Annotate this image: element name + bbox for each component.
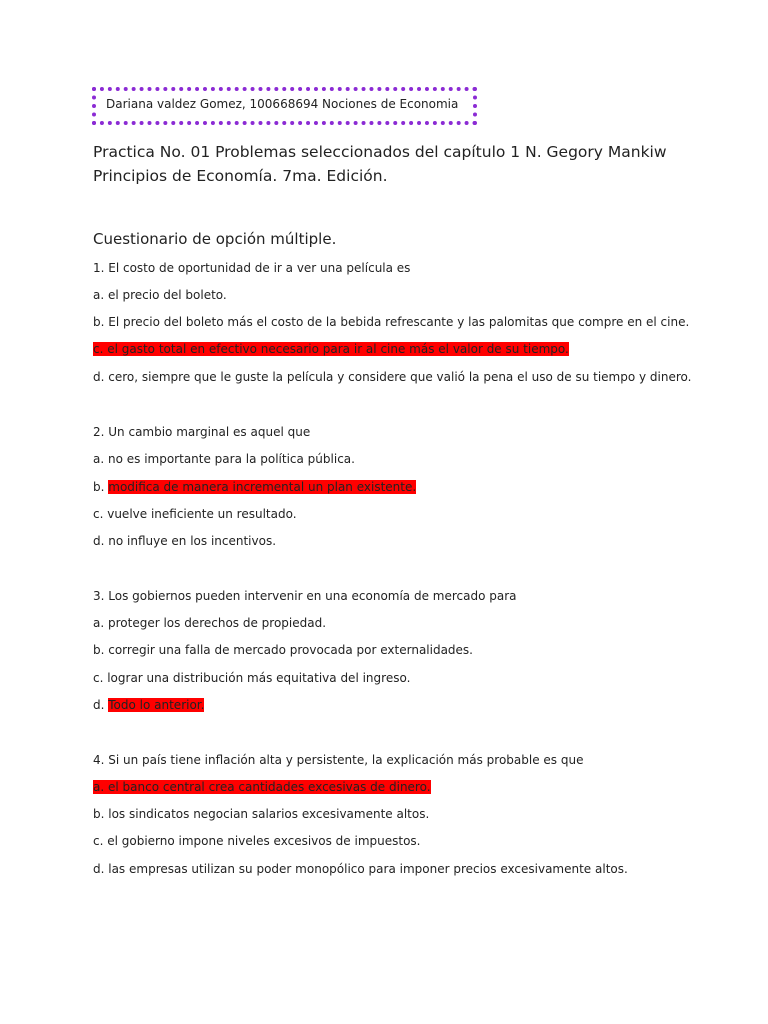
q1-option-a: a. el precio del boleto.: [93, 288, 227, 302]
question-4-prompt: 4. Si un país tiene inflación alta y persistente, la explicación más probable es que: [93, 753, 584, 767]
question-1-prompt: 1. El costo de oportunidad de ir a ver una película es: [93, 261, 411, 275]
section-heading: Cuestionario de opción múltiple.: [93, 230, 337, 248]
q2-option-c: c. vuelve ineficiente un resultado.: [93, 507, 297, 521]
q3-answer-highlight: Todo lo anterior.: [108, 698, 205, 712]
question-3-prompt: 3. Los gobiernos pueden intervenir en una economía de mercado para: [93, 589, 517, 603]
q4-option-d: d. las empresas utilizan su poder monopólico para imponer precios excesivamente altos.: [93, 862, 628, 876]
document-title: Practica No. 01 Problemas seleccionados del capítulo 1 N. Gegory Mankiw Principios de Economía. 7ma. Edición.: [93, 143, 667, 185]
q3-option-d-prefix: d.: [93, 698, 109, 712]
q1-option-b: b. El precio del boleto más el costo de la bebida refrescante y las palomitas que compre en el cine.: [93, 315, 690, 329]
q2-option-b-answer: [93, 479, 416, 495]
q3-option-b: b. corregir una falla de mercado provocada por externalidades.: [93, 643, 473, 657]
q4-option-a-answer: [93, 779, 431, 795]
q1-option-c-answer: [93, 341, 569, 357]
author-text: Dariana valdez Gomez, 100668694 Nociones de Economia: [106, 97, 459, 111]
author-textbox: [92, 87, 477, 125]
q1-option-d: d. cero, siempre que le guste la película y considere que valió la pena el uso de su tiempo y dinero.: [93, 370, 692, 384]
q3-option-c: c. lograr una distribución más equitativa del ingreso.: [93, 671, 411, 685]
q2-option-b-prefix: b.: [93, 480, 109, 494]
q3-option-d-answer: [93, 697, 204, 713]
q4-option-b: b. los sindicatos negocian salarios excesivamente altos.: [93, 807, 430, 821]
question-2-prompt: 2. Un cambio marginal es aquel que: [93, 425, 311, 439]
q1-answer-highlight: c. el gasto total en efectivo necesario para ir al cine más el valor de su tiempo.: [93, 342, 569, 356]
q4-option-c: c. el gobierno impone niveles excesivos de impuestos.: [93, 834, 421, 848]
q2-option-a: a. no es importante para la política pública.: [93, 452, 355, 466]
q2-option-d: d. no influye en los incentivos.: [93, 534, 277, 548]
q4-answer-highlight: a. el banco central crea cantidades excesivas de dinero.: [93, 780, 431, 794]
q2-answer-highlight: modifica de manera incremental un plan existente.: [108, 480, 417, 494]
q3-option-a: a. proteger los derechos de propiedad.: [93, 616, 327, 630]
